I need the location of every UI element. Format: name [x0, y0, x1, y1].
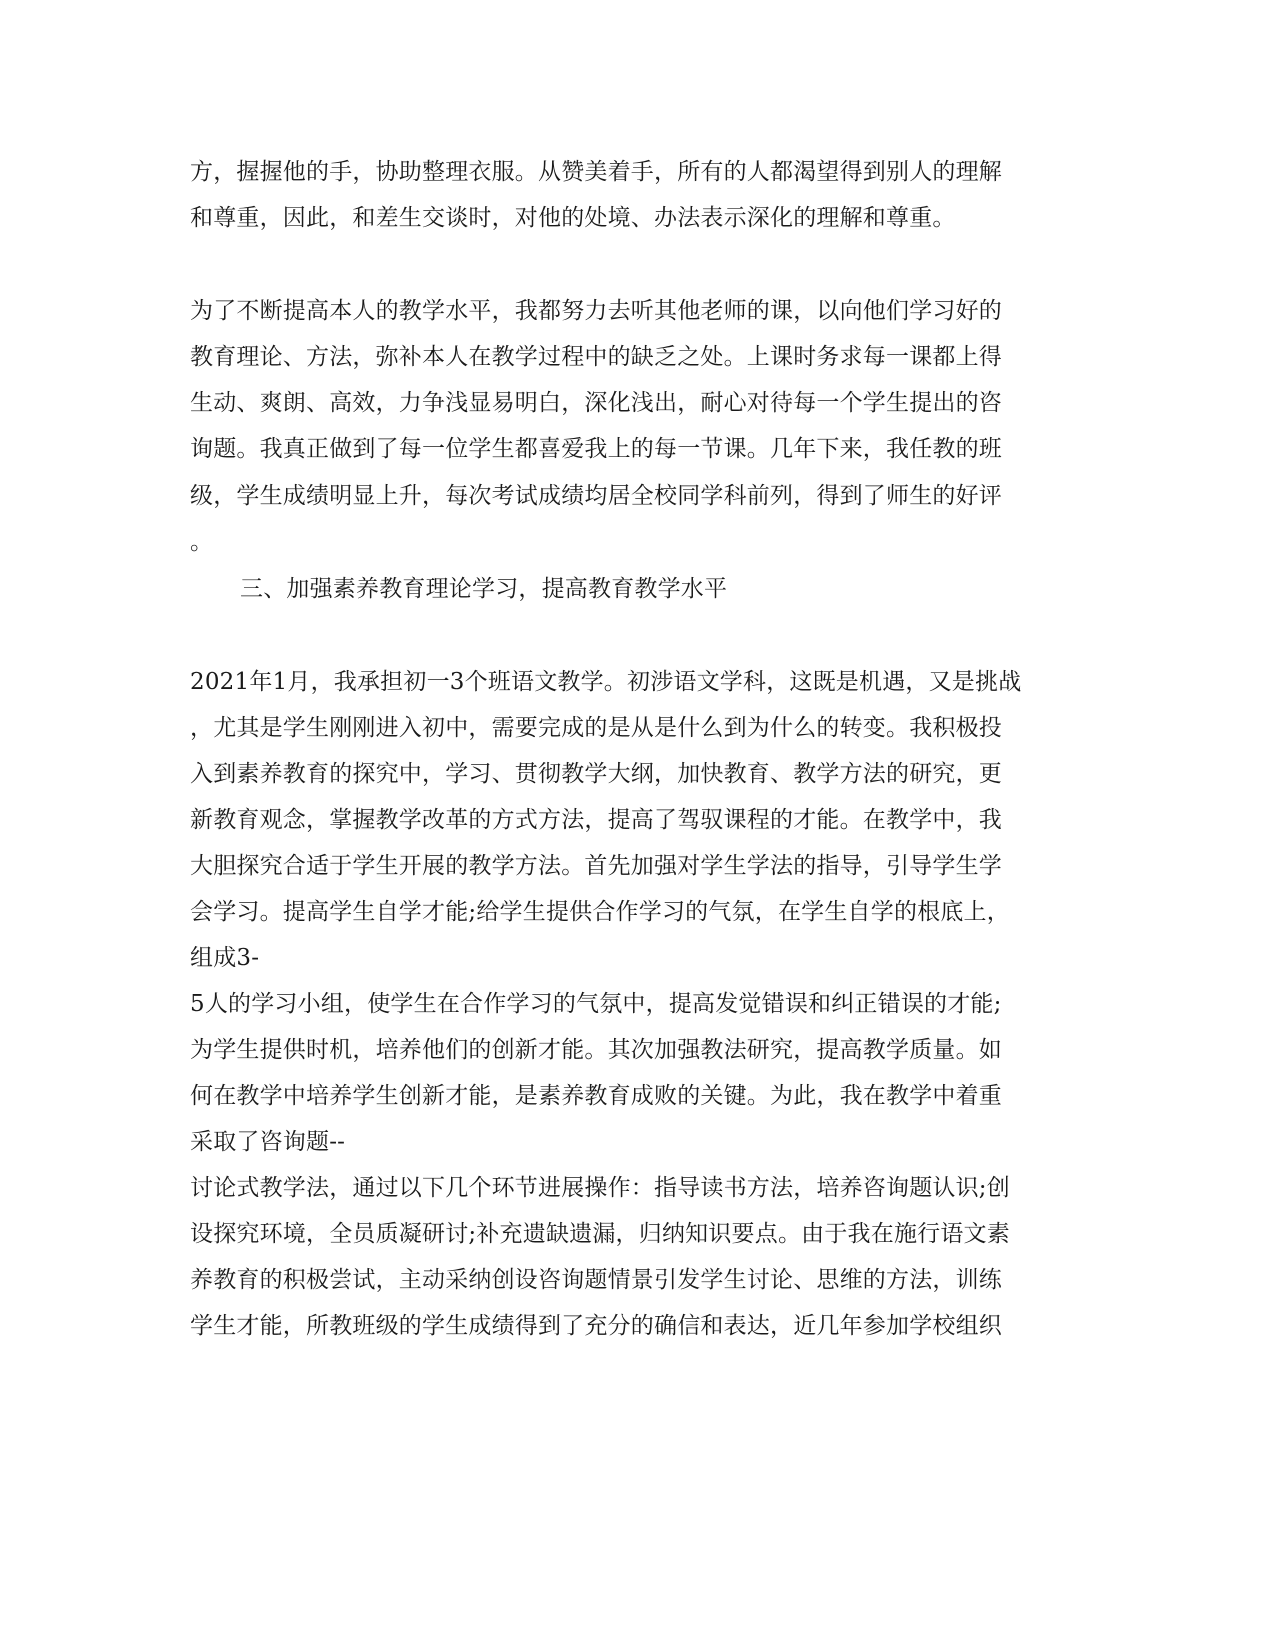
text-line: 讨论式教学法，通过以下几个环节进展操作：指导读书方法，培养咨询题认识;创 — [190, 1175, 1010, 1201]
text-line: 。 — [190, 529, 214, 555]
text-line: 询题。我真正做到了每一位学生都喜爱我上的每一节课。几年下来，我任教的班 — [190, 436, 1002, 462]
text-line: 2021年1月，我承担初一3个班语文教学。初涉语文学科，这既是机遇，又是挑战 — [190, 669, 1022, 695]
text-line: 级，学生成绩明显上升，每次考试成绩均居全校同学科前列，得到了师生的好评 — [190, 483, 1002, 509]
text-line: 方，握握他的手，协助整理衣服。从赞美着手，所有的人都渴望得到别人的理解 — [190, 159, 1002, 185]
text-line: 设探究环境，全员质凝研讨;补充遗缺遗漏，归纳知识要点。由于我在施行语文素 — [190, 1221, 1010, 1247]
text-line: 入到素养教育的探究中，学习、贯彻教学大纲，加快教育、教学方法的研究，更 — [190, 761, 1002, 787]
text-line: 大胆探究合适于学生开展的教学方法。首先加强对学生学法的指导，引导学生学 — [190, 853, 1002, 879]
text-line: 生动、爽朗、高效，力争浅显易明白，深化浅出，耐心对待每一个学生提出的咨 — [190, 390, 1002, 416]
text-line: 养教育的积极尝试，主动采纳创设咨询题情景引发学生讨论、思维的方法，训练 — [190, 1267, 1002, 1293]
text-line: 组成3- — [190, 945, 260, 971]
text-line: 为了不断提高本人的教学水平，我都努力去听其他老师的课，以向他们学习好的 — [190, 298, 1002, 324]
text-line: 5人的学习小组，使学生在合作学习的气氛中，提高发觉错误和纠正错误的才能; — [190, 991, 1002, 1017]
text-line: 和尊重，因此，和差生交谈时，对他的处境、办法表示深化的理解和尊重。 — [190, 205, 956, 231]
text-line: 何在教学中培养学生创新才能，是素养教育成败的关键。为此，我在教学中着重 — [190, 1083, 1002, 1109]
text-line: 会学习。提高学生自学才能;给学生提供合作学习的气氛，在学生自学的根底上， — [190, 899, 1010, 925]
text-line: 采取了咨询题-- — [190, 1129, 346, 1155]
section-heading: 三、加强素养教育理论学习，提高教育教学水平 — [240, 576, 728, 602]
text-line: 学生才能，所教班级的学生成绩得到了充分的确信和表达，近几年参加学校组织 — [190, 1313, 1002, 1339]
text-line: 新教育观念，掌握教学改革的方式方法，提高了驾驭课程的才能。在教学中，我 — [190, 807, 1002, 833]
text-line: 教育理论、方法，弥补本人在教学过程中的缺乏之处。上课时务求每一课都上得 — [190, 344, 1002, 370]
text-line: 为学生提供时机，培养他们的创新才能。其次加强教法研究，提高教学质量。如 — [190, 1037, 1002, 1063]
text-line: ，尤其是学生刚刚进入初中，需要完成的是从是什么到为什么的转变。我积极投 — [190, 715, 1002, 741]
